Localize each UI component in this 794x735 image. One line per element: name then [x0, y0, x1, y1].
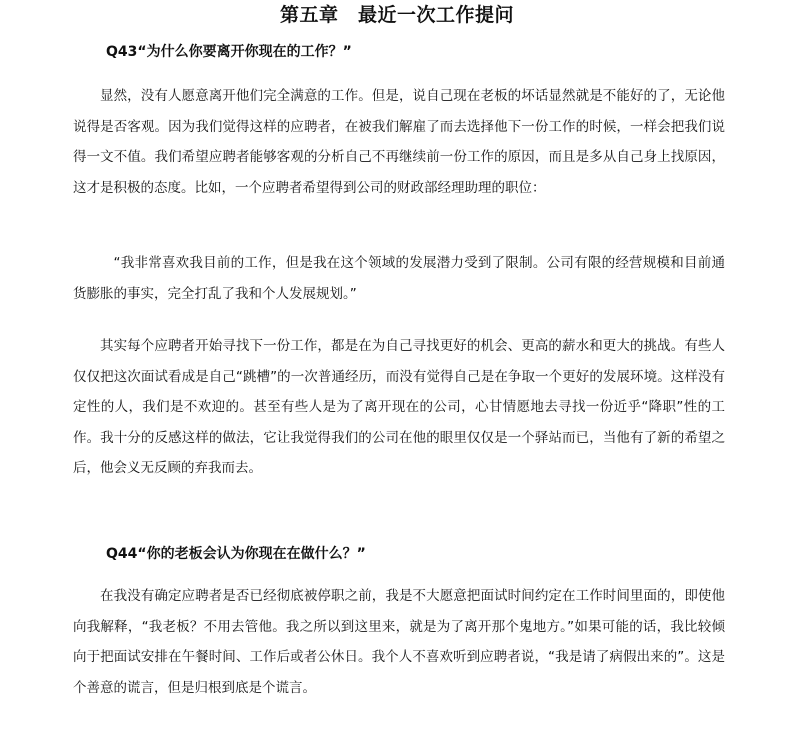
- paragraph: 在我没有确定应聘者是否已经彻底被停职之前，我是不大愿意把面试时间约定在工作时间里面的，即使他向我解释，“我老板？不用去管他。我之所以到这里来，就是为了离开那个鬼地方。”如果可能的话，我比较倾向于把面试安排在午餐时间、工作后或者公休日。我个人不喜欢听到应聘者说，“我是请了病假出来的”。这是个善意的谎言，但是归根到底是个谎言。: [73, 588, 725, 696]
- paragraph: 其实每个应聘者开始寻找下一份工作，都是在为自己寻找更好的机会、更高的薪水和更大的挑战。有些人仅仅把这次面试看成是自己“跳槽”的一次普通经历，而没有觉得自己是在争取一个更好的发展环境。这样没有定性的人，我们是不欢迎的。甚至有些人是为了离开现在的公司，心甘情愿地去寻找一份近乎“降职”性的工作。我十分的反感这样的做法，它让我觉得我们的公司在他的眼里仅仅是一个驿站而已，当他有了新的希望之后，他会义无反顾的弃我而去。: [73, 338, 725, 477]
- paragraph: 显然，没有人愿意离开他们完全满意的工作。但是，说自己现在老板的坏话显然就是不能好的了，无论他说得是否客观。因为我们觉得这样的应聘者，在被我们解雇了而去选择他下一份工作的时候，一样会把我们说得一文不值。我们希望应聘者能够客观的分析自己不再继续前一份工作的原因，而且是多从自己身上找原因，这才是积极的态度。比如，一个应聘者希望得到公司的财政部经理助理的职位：: [73, 88, 725, 196]
- quoted-answer-paragraph: “我非常喜欢我目前的工作，但是我在这个领域的发展潜力受到了限制。公司有限的经营规模和目前通货膨胀的事实，完全打乱了我和个人发展规划。”: [73, 255, 725, 302]
- question-heading-q43: Q43“为什么你要离开你现在的工作？”: [106, 44, 352, 60]
- chapter-title: 第五章 最近一次工作提问: [279, 4, 514, 26]
- question-heading-q44: Q44“你的老板会认为你现在在做什么？”: [106, 546, 366, 562]
